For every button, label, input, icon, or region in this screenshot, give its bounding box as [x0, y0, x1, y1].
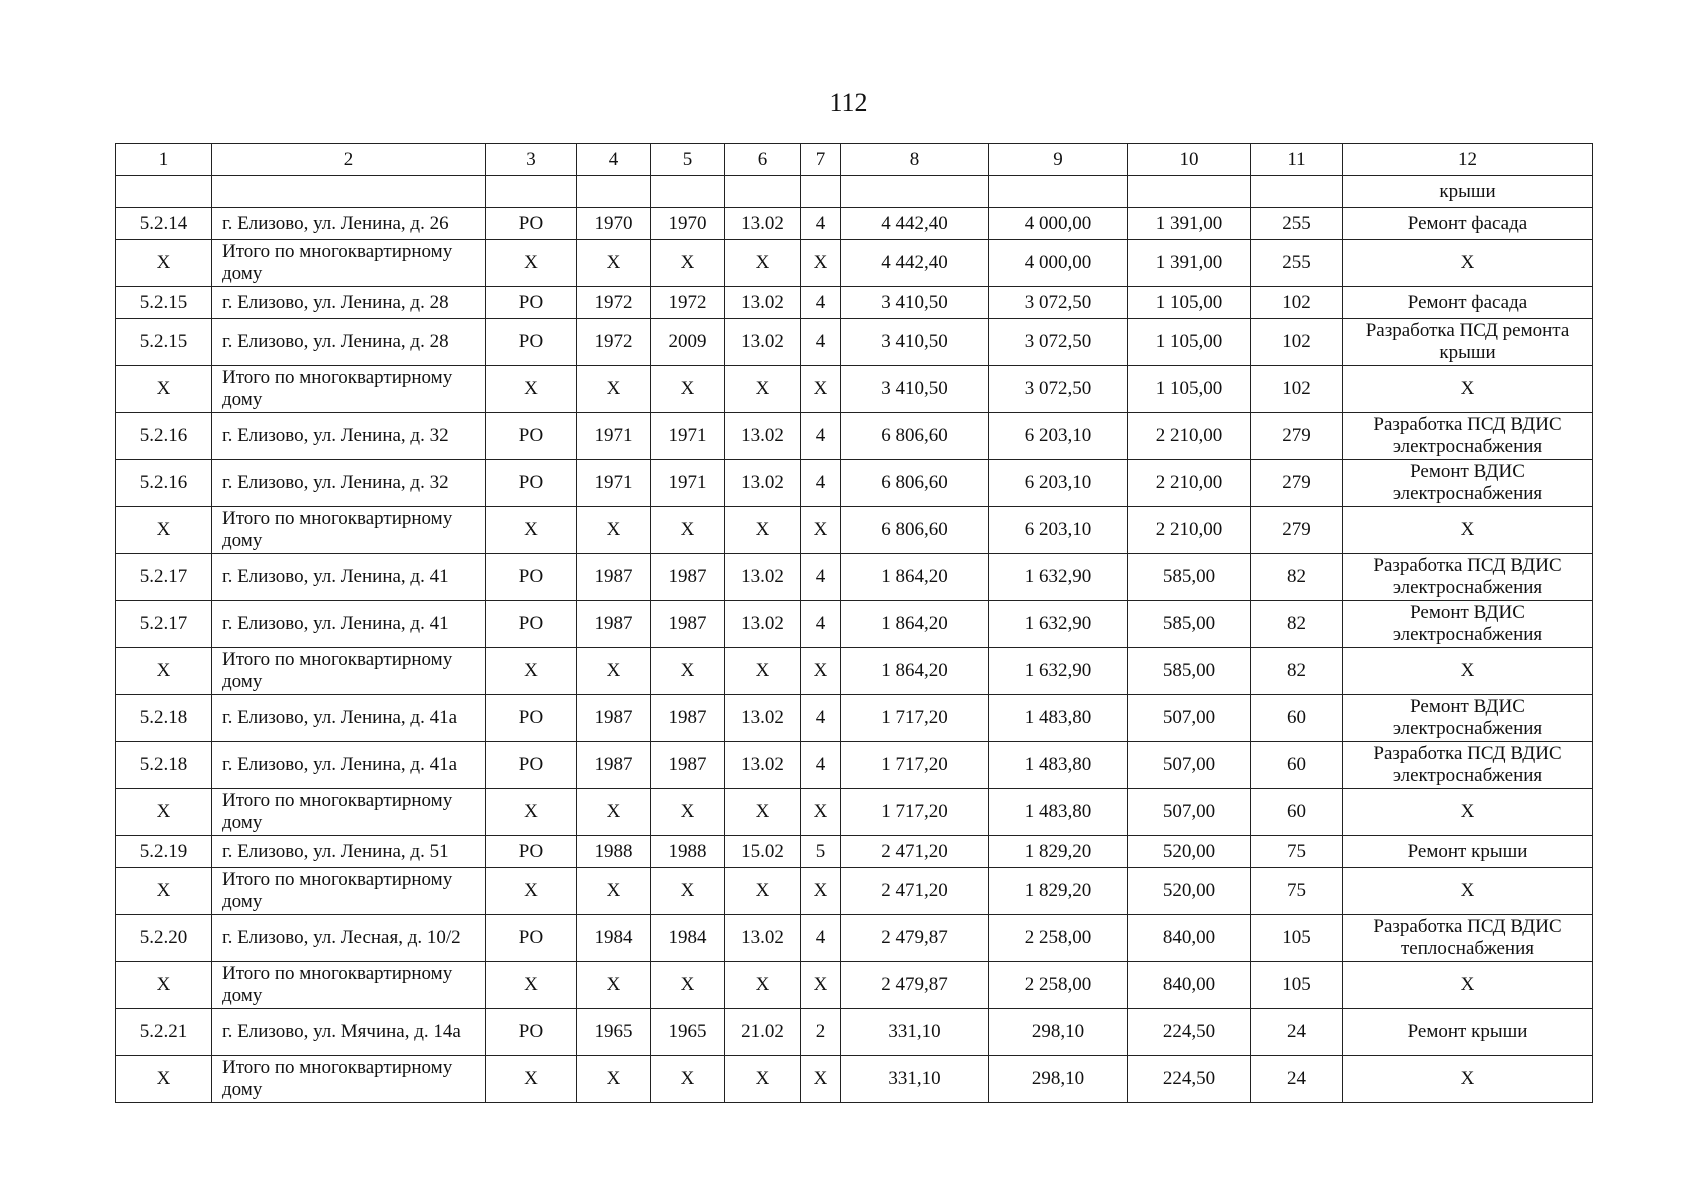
cell-year-built: 1972	[577, 319, 651, 366]
cell-year-repair: 1970	[651, 208, 725, 240]
cell-year-built: X	[577, 962, 651, 1009]
cell-area-living: 298,10	[989, 1009, 1128, 1056]
cell-year-repair: X	[651, 868, 725, 915]
cell-area-total: 3 410,50	[841, 319, 989, 366]
cell-code: 13.02	[725, 287, 801, 319]
cell-floors: X	[801, 366, 841, 413]
cell-year-repair: 1988	[651, 836, 725, 868]
cell-area-common: 507,00	[1128, 742, 1251, 789]
cell-code: 13.02	[725, 601, 801, 648]
cell-area-living: 3 072,50	[989, 287, 1128, 319]
cell-address: Итого по многоквартирному дому	[212, 507, 486, 554]
cell-area-total: 6 806,60	[841, 507, 989, 554]
cell-work-type: X	[1343, 868, 1593, 915]
cell-floors: X	[801, 507, 841, 554]
cell-code: 13.02	[725, 460, 801, 507]
cell-area-living: 6 203,10	[989, 507, 1128, 554]
cell-area-total: 2 479,87	[841, 962, 989, 1009]
cell-area-common: 2 210,00	[1128, 413, 1251, 460]
cell-item-number: 5.2.18	[116, 695, 212, 742]
column-header: 4	[577, 144, 651, 176]
cell-floors: 4	[801, 742, 841, 789]
cell-year-built: 1988	[577, 836, 651, 868]
cell-year-repair: 1984	[651, 915, 725, 962]
cell-year-built: 1972	[577, 287, 651, 319]
cell-address: Итого по многоквартирному дому	[212, 962, 486, 1009]
cell-owner-code: РО	[486, 319, 577, 366]
cell-owner-code: X	[486, 868, 577, 915]
cell-area-living: 1 829,20	[989, 868, 1128, 915]
cell-work-type: Ремонт ВДИС электроснабжения	[1343, 460, 1593, 507]
cell-residents: 82	[1251, 648, 1343, 695]
cell-address: г. Елизово, ул. Ленина, д. 51	[212, 836, 486, 868]
cell-floors: 4	[801, 915, 841, 962]
cell-year-built: X	[577, 240, 651, 287]
cell-item-number: 5.2.16	[116, 413, 212, 460]
cell-owner-code: РО	[486, 601, 577, 648]
cell-area-living: 1 483,80	[989, 742, 1128, 789]
table-row	[116, 240, 1593, 287]
table-row	[116, 695, 1593, 742]
cell-area-total: 331,10	[841, 1056, 989, 1103]
cell-work-type: Разработка ПСД ВДИС электроснабжения	[1343, 742, 1593, 789]
cell-area-living: 1 483,80	[989, 789, 1128, 836]
cell-year-built: X	[577, 1056, 651, 1103]
cell-address	[212, 176, 486, 208]
cell-area-common: 507,00	[1128, 695, 1251, 742]
cell-year-repair: X	[651, 962, 725, 1009]
cell-area-common: 2 210,00	[1128, 507, 1251, 554]
cell-residents: 279	[1251, 413, 1343, 460]
cell-floors: X	[801, 868, 841, 915]
cell-owner-code: X	[486, 962, 577, 1009]
table-row	[116, 507, 1593, 554]
table-row	[116, 413, 1593, 460]
cell-work-type: X	[1343, 366, 1593, 413]
cell-code: 13.02	[725, 915, 801, 962]
cell-year-repair: 1965	[651, 1009, 725, 1056]
table-row	[116, 554, 1593, 601]
cell-owner-code: РО	[486, 208, 577, 240]
cell-address: Итого по многоквартирному дому	[212, 648, 486, 695]
cell-item-number: X	[116, 962, 212, 1009]
column-header: 8	[841, 144, 989, 176]
cell-item-number: X	[116, 789, 212, 836]
cell-item-number: 5.2.21	[116, 1009, 212, 1056]
cell-year-repair: X	[651, 648, 725, 695]
cell-year-repair: X	[651, 789, 725, 836]
cell-owner-code: X	[486, 366, 577, 413]
cell-area-living: 2 258,00	[989, 962, 1128, 1009]
cell-area-common: 2 210,00	[1128, 460, 1251, 507]
cell-area-total: 3 410,50	[841, 366, 989, 413]
cell-area-total: 6 806,60	[841, 460, 989, 507]
column-header: 11	[1251, 144, 1343, 176]
cell-residents: 24	[1251, 1056, 1343, 1103]
cell-area-living: 4 000,00	[989, 208, 1128, 240]
cell-work-type: X	[1343, 240, 1593, 287]
cell-address: г. Елизово, ул. Лесная, д. 10/2	[212, 915, 486, 962]
cell-residents: 255	[1251, 240, 1343, 287]
cell-code: X	[725, 1056, 801, 1103]
cell-residents: 82	[1251, 554, 1343, 601]
table-row	[116, 836, 1593, 868]
cell-owner-code: РО	[486, 742, 577, 789]
column-header: 2	[212, 144, 486, 176]
cell-year-repair: 1987	[651, 601, 725, 648]
cell-floors: 4	[801, 601, 841, 648]
table-row	[116, 962, 1593, 1009]
cell-code: 13.02	[725, 413, 801, 460]
cell-address: г. Елизово, ул. Ленина, д. 41а	[212, 742, 486, 789]
cell-code: 13.02	[725, 554, 801, 601]
cell-floors: 4	[801, 413, 841, 460]
cell-owner-code: X	[486, 789, 577, 836]
cell-code: X	[725, 789, 801, 836]
cell-work-type: крыши	[1343, 176, 1593, 208]
cell-year-repair: 1987	[651, 695, 725, 742]
cell-owner-code: X	[486, 1056, 577, 1103]
table-row	[116, 915, 1593, 962]
cell-owner-code: X	[486, 240, 577, 287]
cell-owner-code: РО	[486, 695, 577, 742]
cell-area-common: 840,00	[1128, 962, 1251, 1009]
cell-work-type: Разработка ПСД ВДИС электроснабжения	[1343, 554, 1593, 601]
cell-year-built: 1971	[577, 413, 651, 460]
cell-address: Итого по многоквартирному дому	[212, 789, 486, 836]
table-row	[116, 176, 1593, 208]
cell-year-built: 1970	[577, 208, 651, 240]
cell-item-number: 5.2.17	[116, 554, 212, 601]
cell-area-total: 1 717,20	[841, 789, 989, 836]
cell-code: 15.02	[725, 836, 801, 868]
cell-area-common: 520,00	[1128, 836, 1251, 868]
cell-year-built: 1987	[577, 601, 651, 648]
cell-residents: 279	[1251, 460, 1343, 507]
cell-floors: 4	[801, 554, 841, 601]
cell-year-built: 1984	[577, 915, 651, 962]
table-row	[116, 601, 1593, 648]
cell-residents: 102	[1251, 287, 1343, 319]
cell-floors: X	[801, 789, 841, 836]
cell-code: 13.02	[725, 695, 801, 742]
cell-work-type: Ремонт ВДИС электроснабжения	[1343, 601, 1593, 648]
cell-address: Итого по многоквартирному дому	[212, 366, 486, 413]
cell-area-living: 298,10	[989, 1056, 1128, 1103]
column-header: 6	[725, 144, 801, 176]
cell-code: X	[725, 648, 801, 695]
table-row	[116, 1009, 1593, 1056]
cell-area-common: 1 391,00	[1128, 240, 1251, 287]
cell-year-built: 1987	[577, 742, 651, 789]
cell-year-built: 1987	[577, 695, 651, 742]
cell-code	[725, 176, 801, 208]
table-header-row	[116, 144, 1593, 176]
cell-work-type: Ремонт фасада	[1343, 208, 1593, 240]
cell-residents: 60	[1251, 695, 1343, 742]
cell-item-number: 5.2.14	[116, 208, 212, 240]
column-header: 3	[486, 144, 577, 176]
cell-item-number: 5.2.20	[116, 915, 212, 962]
cell-area-living: 6 203,10	[989, 413, 1128, 460]
cell-address: г. Елизово, ул. Ленина, д. 41	[212, 554, 486, 601]
cell-area-total: 4 442,40	[841, 208, 989, 240]
cell-area-living: 1 632,90	[989, 554, 1128, 601]
cell-area-living: 1 632,90	[989, 601, 1128, 648]
cell-owner-code: РО	[486, 915, 577, 962]
cell-area-common: 840,00	[1128, 915, 1251, 962]
cell-code: 13.02	[725, 319, 801, 366]
cell-owner-code: X	[486, 507, 577, 554]
cell-area-total: 2 471,20	[841, 868, 989, 915]
cell-item-number	[116, 176, 212, 208]
cell-floors: 4	[801, 319, 841, 366]
cell-work-type: Разработка ПСД ВДИС теплоснабжения	[1343, 915, 1593, 962]
cell-address: г. Елизово, ул. Ленина, д. 28	[212, 319, 486, 366]
cell-area-total: 1 864,20	[841, 601, 989, 648]
cell-year-repair: 1971	[651, 460, 725, 507]
cell-area-living	[989, 176, 1128, 208]
cell-work-type: Разработка ПСД ВДИС электроснабжения	[1343, 413, 1593, 460]
cell-residents: 75	[1251, 868, 1343, 915]
cell-area-total: 331,10	[841, 1009, 989, 1056]
cell-item-number: X	[116, 366, 212, 413]
cell-owner-code: РО	[486, 413, 577, 460]
cell-floors: X	[801, 648, 841, 695]
cell-item-number: 5.2.15	[116, 319, 212, 366]
cell-floors: X	[801, 1056, 841, 1103]
cell-area-living: 6 203,10	[989, 460, 1128, 507]
housing-repair-table	[115, 143, 1593, 1103]
cell-item-number: X	[116, 507, 212, 554]
cell-area-common: 585,00	[1128, 648, 1251, 695]
cell-owner-code: X	[486, 648, 577, 695]
cell-work-type: X	[1343, 1056, 1593, 1103]
cell-year-repair: 1971	[651, 413, 725, 460]
cell-work-type: X	[1343, 962, 1593, 1009]
cell-area-total: 2 471,20	[841, 836, 989, 868]
table-row	[116, 208, 1593, 240]
cell-year-repair: X	[651, 1056, 725, 1103]
cell-year-built	[577, 176, 651, 208]
cell-item-number: X	[116, 868, 212, 915]
cell-work-type: Ремонт ВДИС электроснабжения	[1343, 695, 1593, 742]
cell-code: X	[725, 962, 801, 1009]
column-header: 9	[989, 144, 1128, 176]
cell-residents	[1251, 176, 1343, 208]
cell-address: Итого по многоквартирному дому	[212, 868, 486, 915]
cell-owner-code	[486, 176, 577, 208]
column-header: 5	[651, 144, 725, 176]
page-number: 112	[829, 88, 868, 117]
cell-area-common: 1 105,00	[1128, 366, 1251, 413]
cell-floors	[801, 176, 841, 208]
cell-code: X	[725, 366, 801, 413]
cell-work-type: Разработка ПСД ремонта крыши	[1343, 319, 1593, 366]
cell-owner-code: РО	[486, 836, 577, 868]
cell-area-living: 1 483,80	[989, 695, 1128, 742]
cell-area-total: 3 410,50	[841, 287, 989, 319]
cell-area-total: 1 864,20	[841, 554, 989, 601]
cell-owner-code: РО	[486, 287, 577, 319]
cell-item-number: 5.2.19	[116, 836, 212, 868]
cell-residents: 255	[1251, 208, 1343, 240]
table-body	[116, 144, 1593, 1103]
cell-residents: 82	[1251, 601, 1343, 648]
cell-owner-code: РО	[486, 554, 577, 601]
cell-year-built: X	[577, 648, 651, 695]
cell-year-repair: 2009	[651, 319, 725, 366]
table-row	[116, 1056, 1593, 1103]
cell-area-common: 1 391,00	[1128, 208, 1251, 240]
cell-work-type: Ремонт крыши	[1343, 1009, 1593, 1056]
cell-residents: 60	[1251, 742, 1343, 789]
cell-area-living: 3 072,50	[989, 366, 1128, 413]
cell-address: г. Елизово, ул. Ленина, д. 32	[212, 413, 486, 460]
cell-area-living: 3 072,50	[989, 319, 1128, 366]
cell-code: X	[725, 868, 801, 915]
cell-residents: 102	[1251, 319, 1343, 366]
cell-floors: X	[801, 962, 841, 1009]
cell-area-common: 585,00	[1128, 554, 1251, 601]
cell-year-built: X	[577, 868, 651, 915]
cell-area-total: 2 479,87	[841, 915, 989, 962]
cell-area-common: 585,00	[1128, 601, 1251, 648]
cell-area-total	[841, 176, 989, 208]
cell-item-number: X	[116, 240, 212, 287]
cell-year-repair: 1987	[651, 554, 725, 601]
cell-floors: 4	[801, 287, 841, 319]
cell-residents: 105	[1251, 962, 1343, 1009]
column-header: 1	[116, 144, 212, 176]
cell-address: г. Елизово, ул. Мячина, д. 14а	[212, 1009, 486, 1056]
cell-address: г. Елизово, ул. Ленина, д. 28	[212, 287, 486, 319]
cell-area-common: 507,00	[1128, 789, 1251, 836]
cell-address: Итого по многоквартирному дому	[212, 240, 486, 287]
table-row	[116, 319, 1593, 366]
cell-year-repair: X	[651, 507, 725, 554]
cell-address: г. Елизово, ул. Ленина, д. 32	[212, 460, 486, 507]
cell-residents: 60	[1251, 789, 1343, 836]
cell-address: г. Елизово, ул. Ленина, д. 26	[212, 208, 486, 240]
cell-area-total: 6 806,60	[841, 413, 989, 460]
cell-item-number: X	[116, 1056, 212, 1103]
table-row	[116, 789, 1593, 836]
cell-year-built: X	[577, 366, 651, 413]
cell-year-repair: X	[651, 366, 725, 413]
cell-owner-code: РО	[486, 460, 577, 507]
cell-address: г. Елизово, ул. Ленина, д. 41	[212, 601, 486, 648]
cell-area-living: 4 000,00	[989, 240, 1128, 287]
table-row	[116, 287, 1593, 319]
cell-year-built: X	[577, 507, 651, 554]
cell-year-repair	[651, 176, 725, 208]
cell-item-number: 5.2.18	[116, 742, 212, 789]
table-row	[116, 366, 1593, 413]
cell-area-common: 224,50	[1128, 1056, 1251, 1103]
cell-year-built: 1971	[577, 460, 651, 507]
cell-address: Итого по многоквартирному дому	[212, 1056, 486, 1103]
cell-code: 13.02	[725, 208, 801, 240]
table-row	[116, 742, 1593, 789]
cell-floors: 4	[801, 208, 841, 240]
cell-area-common	[1128, 176, 1251, 208]
table-row	[116, 460, 1593, 507]
cell-area-total: 1 717,20	[841, 695, 989, 742]
cell-area-total: 1 864,20	[841, 648, 989, 695]
cell-work-type: Ремонт фасада	[1343, 287, 1593, 319]
cell-residents: 102	[1251, 366, 1343, 413]
cell-work-type: X	[1343, 789, 1593, 836]
cell-residents: 105	[1251, 915, 1343, 962]
cell-work-type: X	[1343, 507, 1593, 554]
cell-code: 21.02	[725, 1009, 801, 1056]
cell-residents: 75	[1251, 836, 1343, 868]
cell-year-built: 1987	[577, 554, 651, 601]
cell-floors: X	[801, 240, 841, 287]
cell-floors: 2	[801, 1009, 841, 1056]
cell-work-type: Ремонт крыши	[1343, 836, 1593, 868]
cell-year-repair: 1972	[651, 287, 725, 319]
table-row	[116, 868, 1593, 915]
cell-item-number: 5.2.17	[116, 601, 212, 648]
cell-area-common: 224,50	[1128, 1009, 1251, 1056]
cell-residents: 24	[1251, 1009, 1343, 1056]
cell-floors: 4	[801, 460, 841, 507]
cell-year-repair: 1987	[651, 742, 725, 789]
cell-area-living: 1 632,90	[989, 648, 1128, 695]
cell-area-living: 2 258,00	[989, 915, 1128, 962]
cell-area-common: 520,00	[1128, 868, 1251, 915]
table-row	[116, 648, 1593, 695]
column-header: 7	[801, 144, 841, 176]
cell-code: X	[725, 240, 801, 287]
cell-item-number: 5.2.15	[116, 287, 212, 319]
cell-floors: 5	[801, 836, 841, 868]
cell-area-total: 4 442,40	[841, 240, 989, 287]
column-header: 10	[1128, 144, 1251, 176]
cell-address: г. Елизово, ул. Ленина, д. 41а	[212, 695, 486, 742]
cell-area-common: 1 105,00	[1128, 319, 1251, 366]
cell-area-living: 1 829,20	[989, 836, 1128, 868]
cell-residents: 279	[1251, 507, 1343, 554]
cell-year-built: X	[577, 789, 651, 836]
cell-owner-code: РО	[486, 1009, 577, 1056]
column-header: 12	[1343, 144, 1593, 176]
cell-year-repair: X	[651, 240, 725, 287]
cell-year-built: 1965	[577, 1009, 651, 1056]
cell-item-number: X	[116, 648, 212, 695]
cell-work-type: X	[1343, 648, 1593, 695]
cell-area-common: 1 105,00	[1128, 287, 1251, 319]
cell-area-total: 1 717,20	[841, 742, 989, 789]
cell-code: 13.02	[725, 742, 801, 789]
cell-item-number: 5.2.16	[116, 460, 212, 507]
cell-code: X	[725, 507, 801, 554]
cell-floors: 4	[801, 695, 841, 742]
